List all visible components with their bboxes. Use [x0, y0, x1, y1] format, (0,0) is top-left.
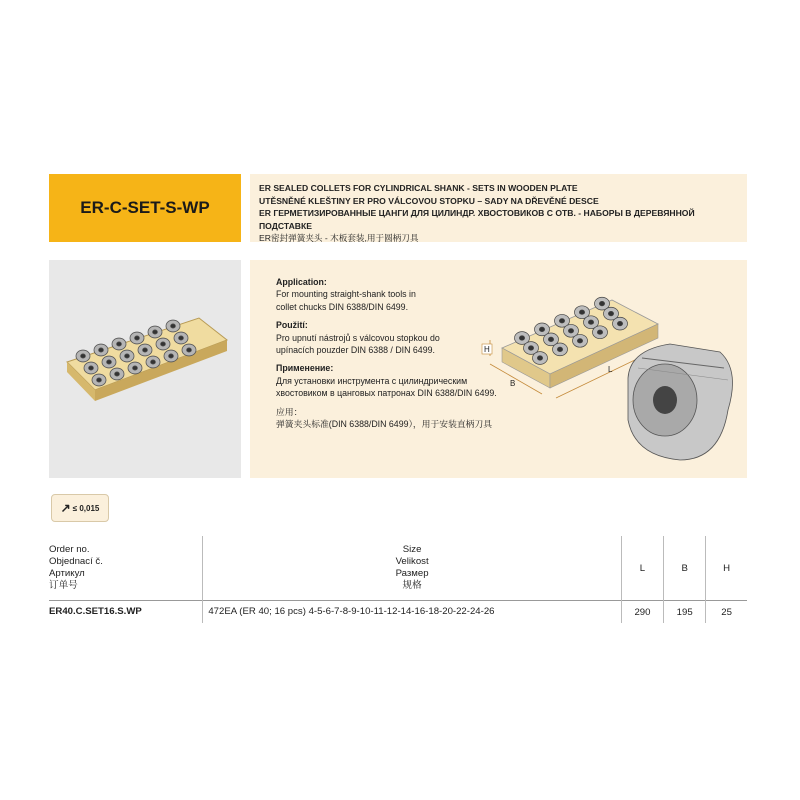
- application-heading-ru: Применение:: [276, 363, 334, 374]
- application-text-zh: 弹簧夹头标准(DIN 6388/DIN 6499），用于安装直柄刀具: [276, 419, 493, 430]
- l-header: L: [621, 536, 663, 601]
- collet-set-photo: [49, 260, 241, 478]
- collet-bore-icon: [617, 321, 622, 326]
- application-panel: [250, 260, 747, 478]
- application-heading-zh: 应用：: [276, 406, 303, 417]
- l-dimension-label: L: [608, 365, 613, 374]
- collet-bore-icon: [97, 378, 102, 382]
- collet-bore-icon: [539, 327, 544, 332]
- table-row: [49, 601, 747, 624]
- collet-bore-icon: [588, 320, 593, 325]
- runout-value: ≤ 0,015: [72, 503, 100, 513]
- collet-bore-icon: [81, 354, 86, 358]
- collet-bore-icon: [548, 337, 553, 342]
- table-header-row: [49, 536, 747, 601]
- collet-bore-icon: [537, 356, 542, 361]
- collet-bore-icon: [557, 347, 562, 352]
- product-code: ER-C-SET-S-WP: [49, 174, 241, 242]
- collet-bore-icon: [559, 319, 564, 324]
- collet-bore-icon: [599, 301, 604, 306]
- collet-bore-icon: [99, 348, 104, 352]
- height-value: 25: [706, 601, 747, 624]
- title-english: ER SEALED COLLETS FOR CYLINDRICAL SHANK - SETS IN WOODEN PLATE: [259, 183, 578, 193]
- application-text-ru-1: Для установки инструмента с цилиндрическим: [276, 375, 468, 386]
- collet-bore-icon: [115, 372, 120, 376]
- application-text-ru-2: хвостовиком в цанговых патронах DIN 6388/DIN 6499.: [276, 388, 497, 399]
- collet-bore-icon: [151, 360, 156, 364]
- collet-bore-icon: [179, 336, 184, 340]
- collet-bore-icon: [579, 310, 584, 315]
- title-czech: UTĚSNĚNÉ KLEŠTINY ER PRO VÁLCOVOU STOPKU – SADY NA DŘEVĚNÉ DESCE: [259, 195, 599, 206]
- collet-bore-icon: [143, 348, 148, 352]
- application-heading-cz: Použití:: [276, 320, 308, 331]
- collet-bore-icon: [187, 348, 192, 352]
- h-dimension-label: H: [484, 345, 490, 354]
- collet-bore-icon: [107, 360, 112, 364]
- collet-bore-icon: [117, 342, 122, 346]
- application-text: [276, 276, 536, 436]
- application-heading-en: Application:: [276, 277, 327, 287]
- h-header: H: [706, 536, 747, 601]
- collet-bore-icon: [133, 366, 138, 370]
- order-header: [49, 536, 203, 601]
- collet-bore-icon: [171, 324, 176, 328]
- size-header: [203, 536, 622, 601]
- spec-table: [49, 536, 747, 623]
- order-number: ER40.C.SET16.S.WP: [49, 601, 203, 624]
- runout-arrow-icon: ↗: [60, 501, 71, 515]
- application-text-cz-1: Pro upnutí nástrojů s válcovou stopkou do: [276, 332, 440, 343]
- size-header-en: Size: [402, 544, 422, 555]
- size-description: 472EA (ER 40; 16 pcs) 4-5-6-7-8-9-10-11-12-14-16-18-20-22-24-26: [203, 601, 622, 624]
- application-text-en-2: collet chucks DIN 6388/DIN 6499.: [276, 301, 409, 312]
- order-header-en: Order no.: [49, 544, 90, 555]
- b-header: B: [664, 536, 706, 601]
- runout-tolerance-badge: [51, 494, 109, 522]
- product-photo: [49, 260, 241, 478]
- product-title-block: [250, 174, 747, 242]
- application-text-en-1: For mounting straight-shank tools in: [276, 289, 416, 300]
- collet-bore-icon: [568, 329, 573, 334]
- collet-bore-icon: [597, 330, 602, 335]
- collet-bore-icon: [135, 336, 140, 340]
- b-dimension-label: B: [510, 379, 516, 388]
- collet-bore-icon: [608, 311, 613, 316]
- collet-bore-icon: [169, 354, 174, 358]
- large-collet-image: [628, 344, 733, 460]
- size-header-ru: Размер: [395, 568, 429, 579]
- size-header-cz: Velikost: [395, 556, 429, 567]
- width-value: 195: [664, 601, 706, 624]
- collet-bore-icon: [153, 330, 158, 334]
- title-russian: ER ГЕРМЕТИЗИРОВАННЫЕ ЦАНГИ ДЛЯ ЦИЛИНДР. ХВОСТОВИКОВ С ОТВ. - НАБОРЫ В ДЕРЕВЯННОЙ ПОДСТАВКЕ: [259, 208, 695, 231]
- collet-bore-icon: [577, 339, 582, 344]
- title-chinese: ER密封弹簧夹头 - 木板套装,用于圆柄刀具: [259, 233, 419, 244]
- order-header-cz: Objednací č.: [49, 556, 103, 567]
- collet-bore-icon: [161, 342, 166, 346]
- collet-bore-icon: [125, 354, 130, 358]
- application-text-cz-2: upínacích pouzder DIN 6388 / DIN 6499.: [276, 345, 435, 356]
- order-header-zh: 订单号: [49, 580, 78, 591]
- collet-bore-icon: [89, 366, 94, 370]
- order-header-ru: Артикул: [49, 568, 85, 579]
- length-value: 290: [621, 601, 663, 624]
- size-header-zh: 规格: [402, 580, 422, 591]
